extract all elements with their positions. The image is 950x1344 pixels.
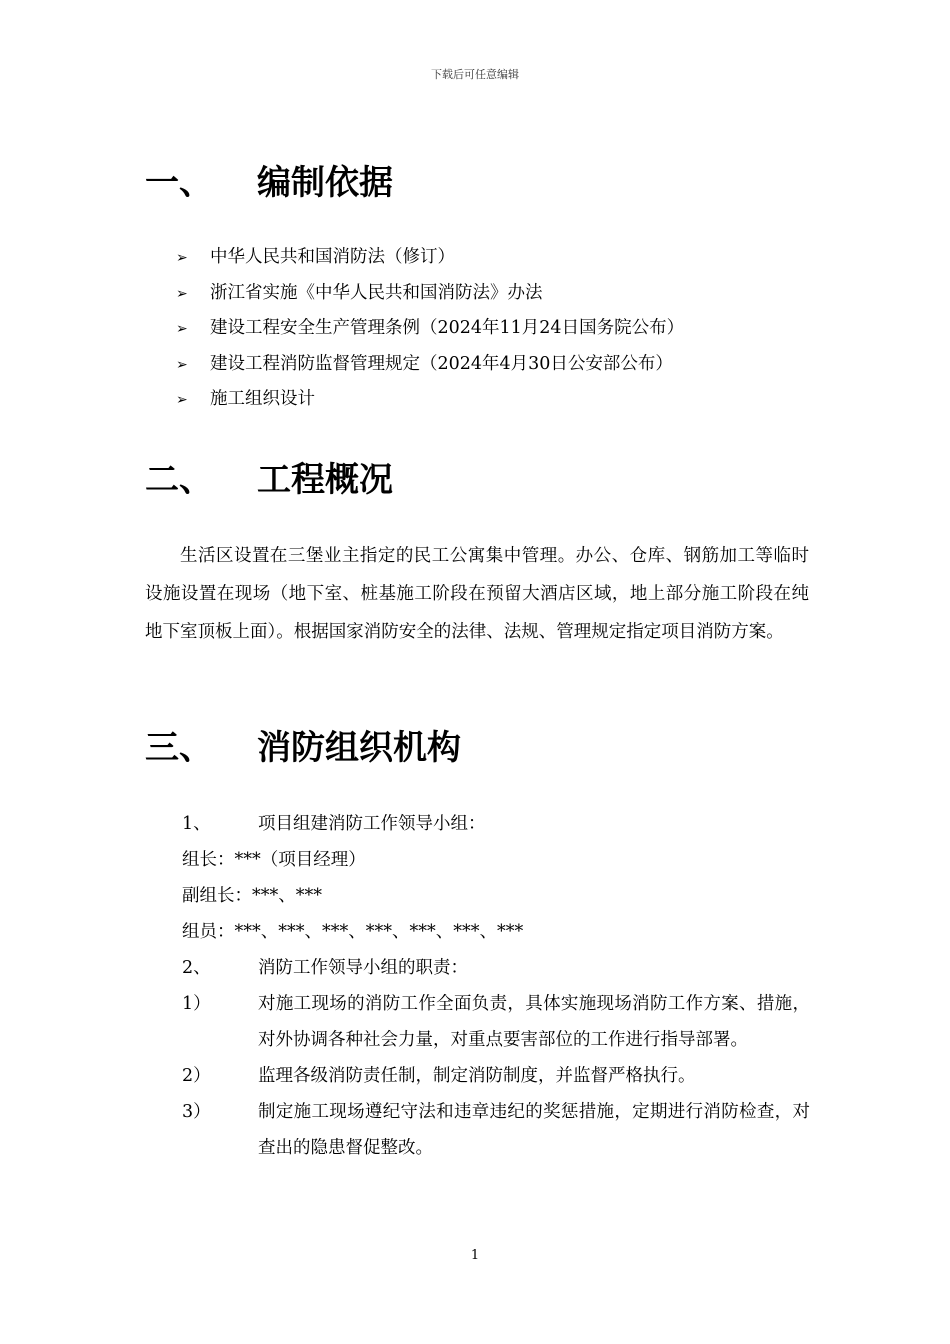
section-heading-2 [145, 452, 393, 501]
item-text: 项目组建消防工作领导小组： [258, 814, 486, 834]
section-title: 工程概况 [257, 460, 393, 500]
list-item: ➢ 建设工程消防监督管理规定（2024年4月30日公安部公布） [176, 347, 684, 383]
duty-item [182, 1058, 810, 1094]
section-heading-1 [145, 155, 393, 204]
section-number: 三、 [145, 728, 213, 768]
list-item [182, 950, 810, 986]
section-number: 一、 [145, 163, 213, 203]
duty-text: 对施工现场的消防工作全面负责，具体实施现场消防工作方案、措施，对外协调各种社会力量，对重点要害部位的工作进行指导部署。 [258, 994, 810, 1050]
item-number: 1、 [182, 814, 211, 834]
section-title: 编制依据 [257, 163, 393, 203]
deputy-line: 副组长：***、*** [182, 886, 322, 906]
list-item [182, 806, 810, 842]
arrow-bullet-icon: ➢ [176, 285, 188, 302]
duty-number: 1） [182, 994, 211, 1014]
duty-item [182, 986, 810, 1058]
section-title: 消防组织机构 [257, 728, 461, 768]
section-number: 二、 [145, 460, 213, 500]
page-number: 1 [470, 1248, 480, 1263]
duty-number: 3） [182, 1102, 211, 1122]
overview-paragraph: 生活区设置在三堡业主指定的民工公寓集中管理。办公、仓库、钢筋加工等临时设施设置在现场（地下室、桩基施工阶段在预留大酒店区域，地上部分施工阶段在纯地下室顶板上面）。根据国家消防安全的法律、法规、管理规定指定项目消防方案。 [145, 546, 809, 642]
leader-line: 组长：***（项目经理） [182, 850, 366, 870]
arrow-bullet-icon: ➢ [176, 392, 188, 408]
basis-list [176, 240, 684, 418]
org-list [182, 806, 810, 1166]
section-heading-3 [145, 720, 461, 769]
item-number: 2、 [182, 958, 211, 978]
list-item: ➢ 浙江省实施《中华人民共和国消防法》办法 [176, 276, 684, 312]
list-item: ➢ 中华人民共和国消防法（修订） [176, 240, 684, 276]
arrow-bullet-icon: ➢ [176, 250, 188, 266]
duty-text: 制定施工现场遵纪守法和违章违纪的奖惩措施，定期进行消防检查，对查出的隐患督促整改。 [258, 1102, 810, 1158]
duty-item [182, 1094, 810, 1166]
list-item: ➢ 建设工程安全生产管理条例（2024年11月24日国务院公布） [176, 311, 684, 347]
list-item: ➢ 施工组织设计 [176, 382, 684, 418]
item-text: 消防工作领导小组的职责： [258, 958, 468, 978]
duty-number: 2） [182, 1066, 211, 1086]
page-header: 下载后可任意编辑 [431, 68, 519, 81]
duty-text: 监理各级消防责任制，制定消防制度，并监督严格执行。 [258, 1066, 696, 1086]
members-line: 组员：***、***、***、***、***、***、*** [182, 922, 524, 942]
arrow-bullet-icon: ➢ [176, 356, 188, 373]
arrow-bullet-icon: ➢ [176, 321, 188, 337]
